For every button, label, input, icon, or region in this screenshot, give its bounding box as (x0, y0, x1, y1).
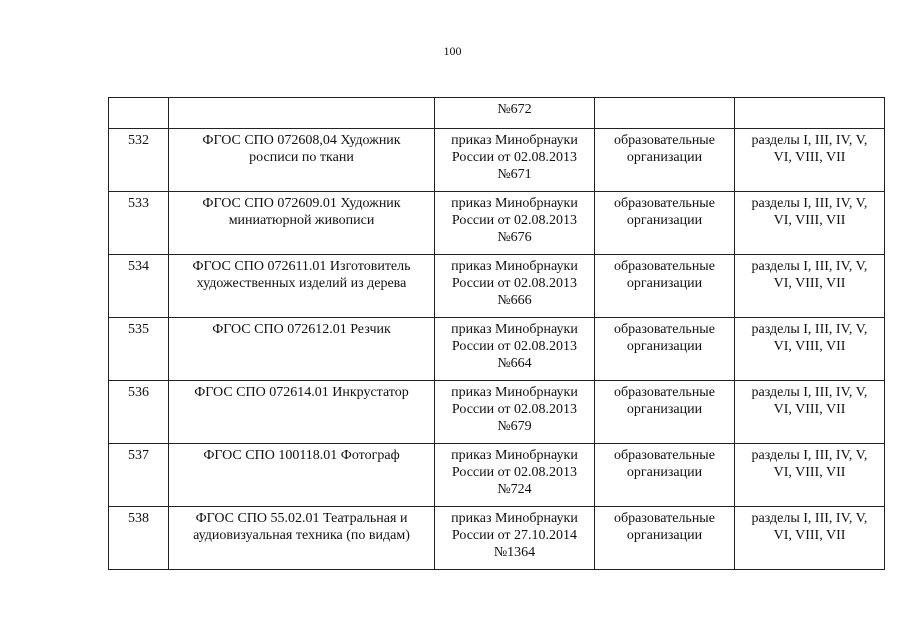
cell-sections: разделы I, III, IV, V, VI, VIII, VII (735, 192, 885, 255)
standards-table (108, 97, 885, 570)
cell-number: 533 (109, 192, 169, 255)
cell-sections: разделы I, III, IV, V, VI, VIII, VII (735, 255, 885, 318)
cell-sections: разделы I, III, IV, V, VI, VIII, VII (735, 444, 885, 507)
cell-organization: образовательные организации (595, 255, 735, 318)
table-row (109, 255, 885, 318)
cell-name: ФГОС СПО 072612.01 Резчик (169, 318, 435, 381)
cell-order: приказ Минобрнауки России от 02.08.2013 №671 (435, 129, 595, 192)
cell-number: 538 (109, 507, 169, 570)
cell-name: ФГОС СПО 55.02.01 Театральная и аудиовизуальная техника (по видам) (169, 507, 435, 570)
cell-name: ФГОС СПО 100118.01 Фотограф (169, 444, 435, 507)
cell-organization: образовательные организации (595, 129, 735, 192)
cell-sections: разделы I, III, IV, V, VI, VIII, VII (735, 129, 885, 192)
cell-order: приказ Минобрнауки России от 02.08.2013 №724 (435, 444, 595, 507)
cell-name: ФГОС СПО 072614.01 Инкрустатор (169, 381, 435, 444)
cell-sections (735, 98, 885, 129)
cell-organization: образовательные организации (595, 192, 735, 255)
table-row (109, 318, 885, 381)
cell-order: №672 (435, 98, 595, 129)
cell-organization: образовательные организации (595, 444, 735, 507)
cell-number: 537 (109, 444, 169, 507)
cell-organization: образовательные организации (595, 381, 735, 444)
table-row (109, 192, 885, 255)
cell-name: ФГОС СПО 072611.01 Изготовитель художественных изделий из дерева (169, 255, 435, 318)
table-row (109, 129, 885, 192)
table-row (109, 381, 885, 444)
cell-number: 535 (109, 318, 169, 381)
cell-number: 534 (109, 255, 169, 318)
cell-number: 532 (109, 129, 169, 192)
table-row (109, 507, 885, 570)
cell-order: приказ Минобрнауки России от 02.08.2013 №679 (435, 381, 595, 444)
cell-sections: разделы I, III, IV, V, VI, VIII, VII (735, 381, 885, 444)
cell-organization: образовательные организации (595, 507, 735, 570)
table-row-continuation (109, 98, 885, 129)
cell-number: 536 (109, 381, 169, 444)
cell-organization (595, 98, 735, 129)
cell-organization: образовательные организации (595, 318, 735, 381)
cell-order: приказ Минобрнауки России от 02.08.2013 №666 (435, 255, 595, 318)
cell-name (169, 98, 435, 129)
cell-order: приказ Минобрнауки России от 02.08.2013 №676 (435, 192, 595, 255)
cell-sections: разделы I, III, IV, V, VI, VIII, VII (735, 507, 885, 570)
cell-order: приказ Минобрнауки России от 27.10.2014 №1364 (435, 507, 595, 570)
cell-number (109, 98, 169, 129)
cell-order: приказ Минобрнауки России от 02.08.2013 №664 (435, 318, 595, 381)
cell-name: ФГОС СПО 072608,04 Художник росписи по ткани (169, 129, 435, 192)
page-number: 100 (443, 44, 462, 58)
table-row (109, 444, 885, 507)
cell-name: ФГОС СПО 072609.01 Художник миниатюрной живописи (169, 192, 435, 255)
cell-sections: разделы I, III, IV, V, VI, VIII, VII (735, 318, 885, 381)
